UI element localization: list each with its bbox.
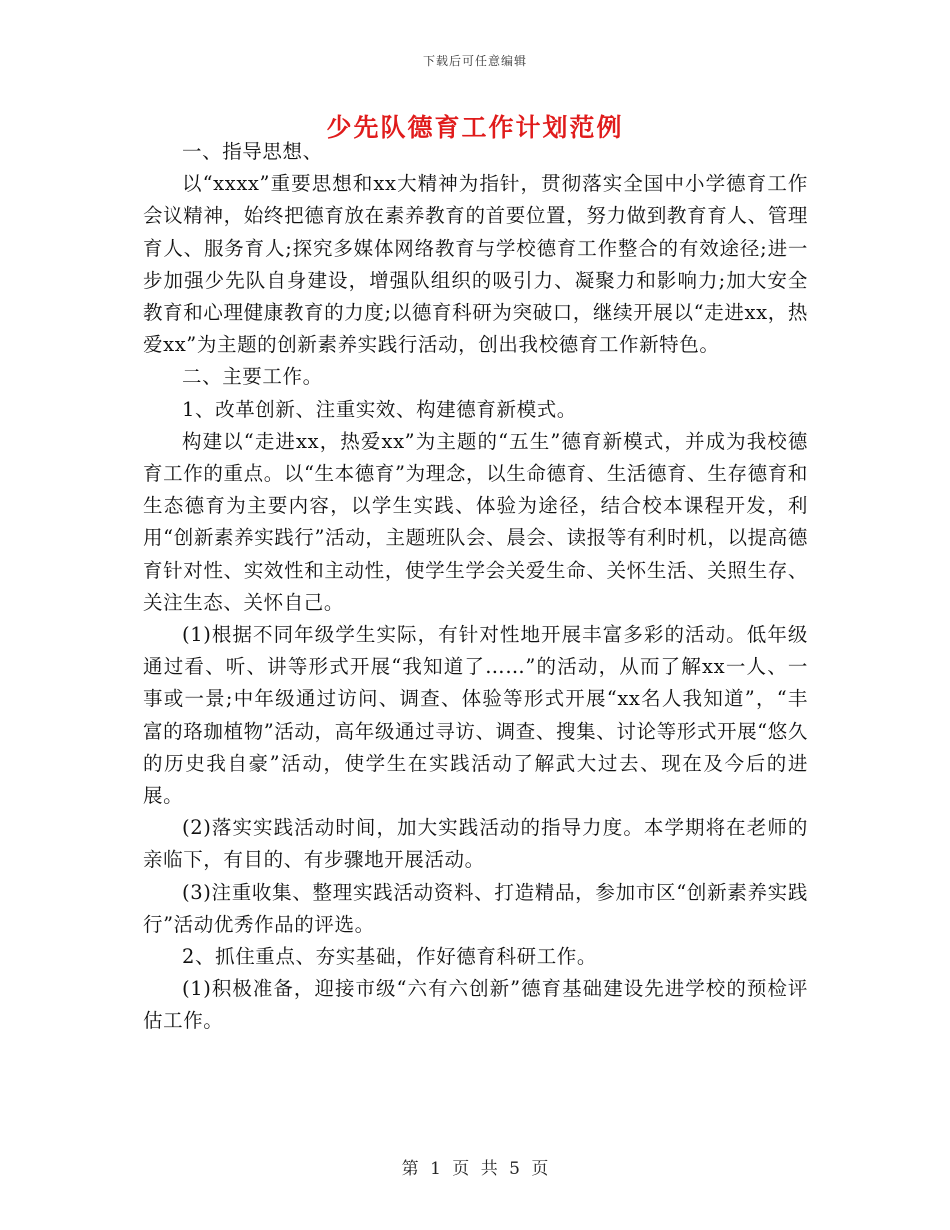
- heading-guiding-thought: 一、指导思想、: [182, 140, 323, 163]
- paragraph-model: 构建以“走进xx，热爱xx”为主题的“五生”德育新模式，并成为我校德育工作的重点。以“生本德育”为理念，以生命德育、生活德育、生存德育和生态德育为主要内容，以学生实践、体验为途径，结合校本课程开发，利用“创新素养实践行”活动，主题班队会、晨会、读报等有利时机，以提高德育针对性、实效性和主动性，使学生学会关爱生命、关怀生活、关照生存、关注生态、关怀自己。: [143, 429, 808, 614]
- heading-main-work: 二、主要工作。: [182, 365, 323, 389]
- paragraph-research-item-1: (1)积极准备，迎接市级“六有六创新”德育基础建设先进学校的预检评估工作。: [143, 977, 808, 1033]
- paragraph-guiding-thought: 以“xxxx”重要思想和xx大精神为指针，贯彻落实全国中小学德育工作会议精神，始终把德育放在素养教育的首要位置，努力做到教育育人、管理育人、服务育人;探究多媒体网络教育与学校德育工作整合的有效途径;进一步加强少先队自身建设，增强队组织的吸引力、凝聚力和影响力;加大安全教育和心理健康教育的力度;以德育科研为突破口，继续开展以“走进xx，热爱xx”为主题的创新素养实践行活动，创出我校德育工作新特色。: [143, 172, 808, 357]
- subheading-research: 2、抓住重点、夯实基础，作好德育科研工作。: [182, 945, 598, 969]
- paragraph-item-2: (2)落实实践活动时间，加大实践活动的指导力度。本学期将在老师的亲临下，有目的、有步骤地开展活动。: [143, 816, 808, 872]
- document-body: [143, 136, 808, 1038]
- header-note: 下载后可任意编辑: [422, 54, 527, 68]
- paragraph-item-1: (1)根据不同年级学生实际，有针对性地开展丰富多彩的活动。低年级通过看、听、讲等形式开展“我知道了……”的活动，从而了解xx一人、一事或一景;中年级通过访问、调查、体验等形式开展“xx名人我知道”，“丰富的珞珈植物”活动，高年级通过寻访、调查、搜集、讨论等形式开展“悠久的历史我自豪”活动，使学生在实践活动了解武大过去、现在及今后的进展。: [143, 623, 808, 808]
- document-title: 少先队德育工作计划范例: [326, 113, 624, 142]
- subheading-reform: 1、改革创新、注重实效、构建德育新模式。: [182, 397, 577, 421]
- page-footer: 第 1 页 共 5 页: [401, 1159, 549, 1179]
- paragraph-item-3: (3)注重收集、整理实践活动资料、打造精品，参加市区“创新素养实践行”活动优秀作品的评选。: [143, 880, 808, 936]
